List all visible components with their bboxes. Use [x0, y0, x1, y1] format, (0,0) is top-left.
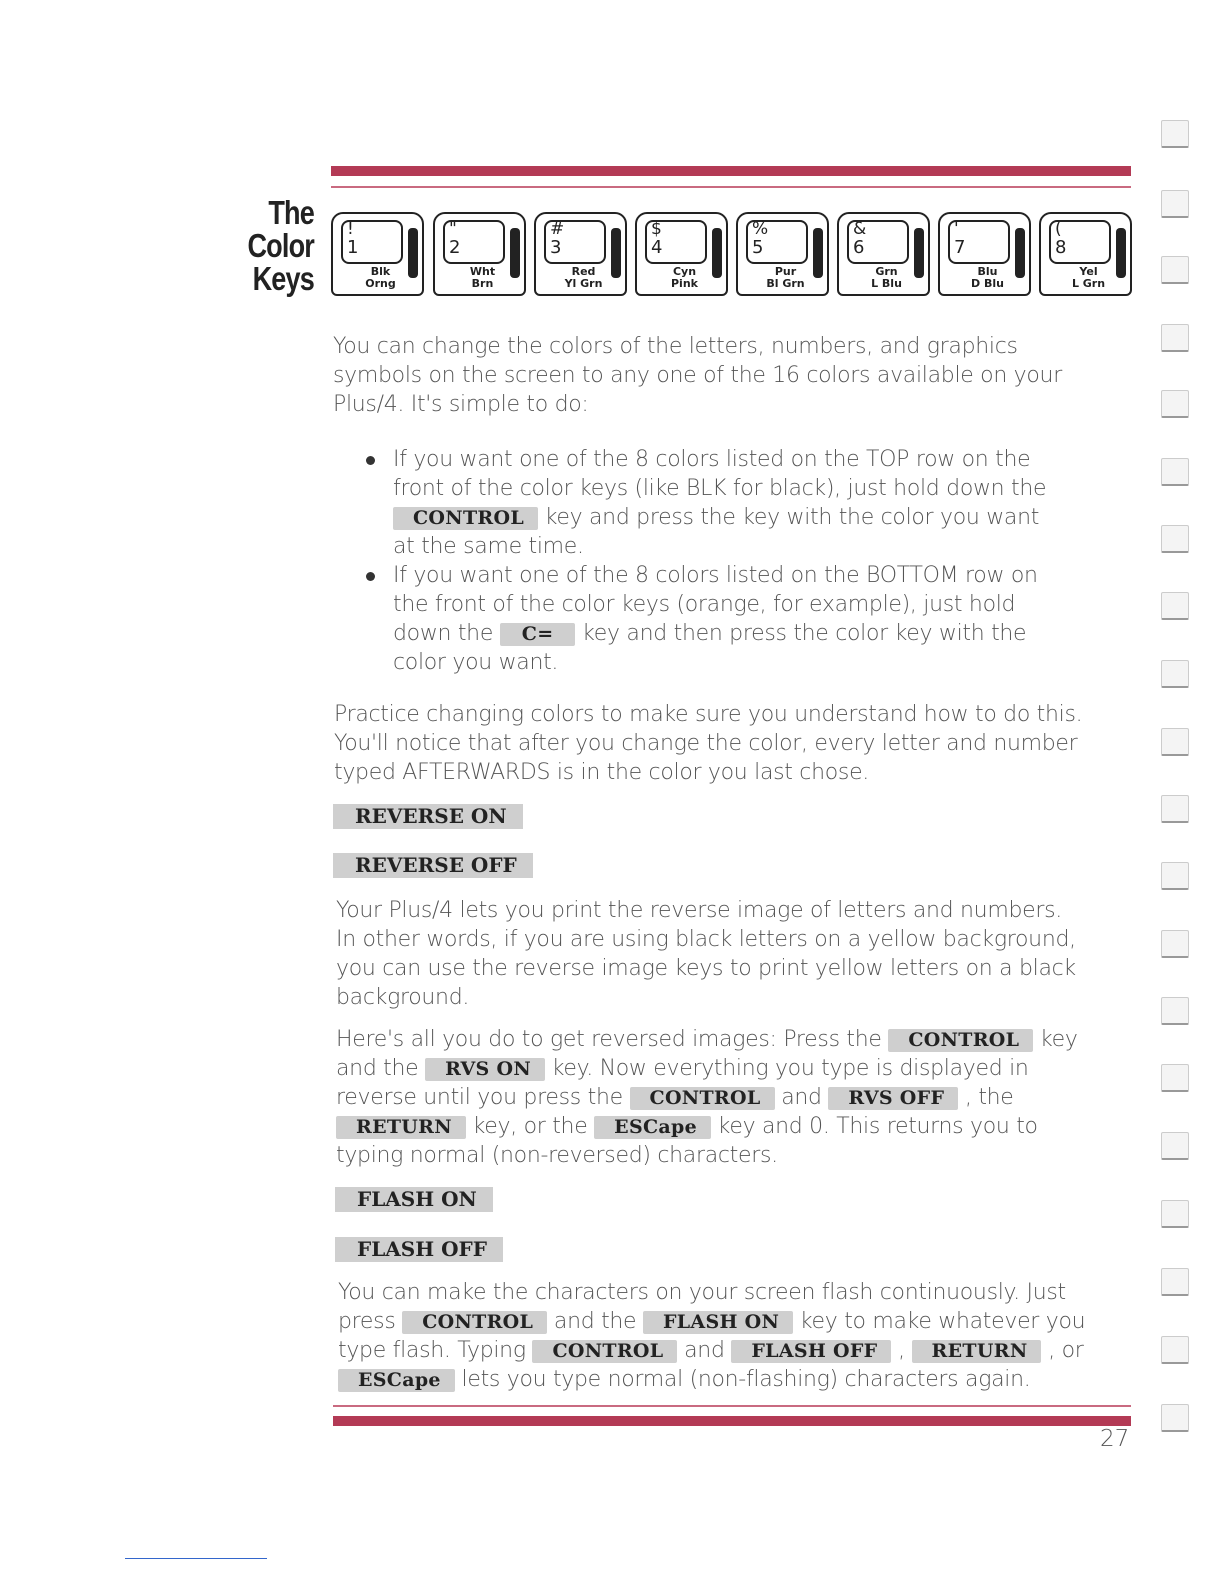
text-line: color you want. — [393, 650, 559, 675]
index-tab — [1161, 660, 1189, 688]
text-fragment: and the — [336, 1056, 419, 1081]
text-line — [393, 619, 1086, 648]
index-tab — [1161, 1268, 1189, 1296]
key-top-color: Red — [571, 265, 596, 278]
rvs-on-key-label: RVS ON — [425, 1058, 545, 1081]
text-fragment: and the — [553, 1309, 637, 1334]
key-number: 4 — [651, 237, 663, 258]
text-fragment: key. Now everything you type is displayed in — [551, 1056, 1029, 1081]
bottom-rule — [333, 1416, 1131, 1426]
color-keys-illustration — [331, 212, 1136, 298]
key-top-color: Blu — [977, 265, 998, 278]
color-key-4 — [635, 212, 728, 296]
text-line: You'll notice that after you change the color, every letter and number — [334, 731, 1078, 756]
flash-on-heading: FLASH ON — [335, 1187, 493, 1212]
bottom-thin-rule — [333, 1405, 1131, 1407]
key-number: 3 — [550, 237, 562, 258]
index-tab — [1161, 1132, 1189, 1160]
index-tab — [1161, 324, 1189, 352]
text-fragment: , the — [964, 1085, 1014, 1110]
text-fragment: , or — [1048, 1338, 1084, 1363]
key-number: 1 — [347, 237, 359, 258]
commodore-key-label: C= — [500, 623, 576, 646]
key-symbol: ' — [954, 219, 959, 239]
text-fragment: , — [898, 1338, 905, 1363]
reverse-on-heading: REVERSE ON — [333, 804, 523, 829]
color-key-1 — [331, 212, 424, 296]
color-key-2 — [433, 212, 526, 296]
text-line — [336, 1054, 1136, 1083]
index-tab — [1161, 997, 1189, 1025]
index-tab — [1161, 525, 1189, 553]
instruction-list — [366, 445, 1086, 677]
return-key-label: RETURN — [912, 1340, 1042, 1363]
control-key-label: CONTROL — [888, 1029, 1033, 1052]
text-fragment: key and 0. This returns you to — [717, 1114, 1038, 1139]
text-line: Practice changing colors to make sure you understand how to do this. — [334, 702, 1083, 727]
text-line — [393, 503, 1086, 532]
index-tab — [1161, 1200, 1189, 1228]
footer-line — [125, 1558, 267, 1559]
escape-key-label: ESCape — [594, 1116, 711, 1139]
key-number: 8 — [1055, 237, 1067, 258]
key-symbol: % — [752, 219, 769, 239]
key-number: 7 — [954, 237, 966, 258]
flash-off-key-label: FLASH OFF — [731, 1340, 891, 1363]
key-bottom-color: L Grn — [1071, 277, 1106, 290]
bullet-icon — [366, 572, 375, 581]
section-title — [239, 196, 314, 295]
text-fragment: key, or the — [472, 1114, 588, 1139]
index-tab — [1161, 1336, 1189, 1364]
text-line: In other words, if you are using black letters on a yellow background, — [336, 927, 1076, 952]
index-tab — [1161, 190, 1189, 218]
index-tab — [1161, 458, 1189, 486]
text-line — [338, 1365, 1138, 1394]
text-fragment: type flash. Typing — [338, 1338, 526, 1363]
practice-paragraph — [334, 700, 1124, 787]
top-thin-rule — [331, 186, 1131, 188]
text-line — [336, 1025, 1136, 1054]
key-symbol: $ — [651, 219, 662, 239]
text-line: If you want one of the 8 colors listed on the TOP row on the — [393, 447, 1031, 472]
index-tab — [1161, 256, 1189, 284]
escape-key-label: ESCape — [338, 1369, 455, 1392]
list-item — [366, 445, 1086, 561]
text-line: you can use the reverse image keys to print yellow letters on a black — [336, 956, 1076, 981]
index-tab — [1161, 120, 1189, 148]
text-fragment: press — [338, 1309, 396, 1334]
reverse-howto — [336, 1025, 1136, 1170]
reverse-description — [336, 896, 1126, 1012]
text-line — [336, 1083, 1136, 1112]
key-bottom-color: D Blu — [971, 277, 1004, 290]
index-tab — [1161, 728, 1189, 756]
key-top-color: Cyn — [672, 265, 697, 278]
text-line — [336, 1112, 1136, 1141]
control-key-label: CONTROL — [393, 507, 538, 530]
text-line: front of the color keys (like BLK for black), just hold down the — [393, 476, 1047, 501]
text-line: You can make the characters on your screen flash continuously. Just — [338, 1280, 1066, 1305]
text-line: at the same time. — [393, 534, 584, 559]
text-fragment: key and press the key with the color you want — [544, 505, 1040, 530]
key-top-color: Pur — [774, 265, 797, 278]
key-top-color: Grn — [875, 265, 898, 278]
key-symbol: # — [550, 219, 565, 239]
key-bottom-color: L Blu — [871, 277, 902, 290]
bullet-icon — [366, 456, 375, 465]
page-number: 27 — [1100, 1426, 1130, 1452]
key-bottom-color: Brn — [471, 277, 494, 290]
text-line: background. — [336, 985, 470, 1010]
top-rule — [331, 166, 1131, 176]
color-key-7 — [938, 212, 1031, 296]
key-number: 2 — [449, 237, 461, 258]
intro-paragraph — [333, 332, 1093, 419]
text-fragment: key to make whatever you — [799, 1309, 1086, 1334]
color-key-3 — [534, 212, 627, 296]
list-item — [366, 561, 1086, 677]
index-tab — [1161, 592, 1189, 620]
text-line: If you want one of the 8 colors listed on the BOTTOM row on — [393, 563, 1038, 588]
index-tab — [1161, 1404, 1189, 1432]
key-top-color: Yel — [1079, 265, 1098, 278]
text-fragment: down the — [393, 621, 494, 646]
text-line: You can change the colors of the letters, numbers, and graphics — [333, 334, 1018, 359]
text-line: Your Plus/4 lets you print the reverse image of letters and numbers. — [336, 898, 1062, 923]
flash-on-key-label: FLASH ON — [643, 1311, 793, 1334]
text-line: typing normal (non-reversed) characters. — [336, 1143, 778, 1168]
text-fragment: lets you type normal (non-flashing) characters again. — [461, 1367, 1031, 1392]
text-fragment: and — [684, 1338, 725, 1363]
index-tab — [1161, 390, 1189, 418]
text-fragment: reverse until you press the — [336, 1085, 623, 1110]
return-key-label: RETURN — [336, 1116, 466, 1139]
color-key-8 — [1039, 212, 1132, 296]
flash-description — [338, 1278, 1138, 1394]
key-bottom-color: Yl Grn — [564, 277, 603, 290]
text-fragment: and — [781, 1085, 822, 1110]
index-tab — [1161, 1064, 1189, 1092]
index-tab — [1161, 862, 1189, 890]
key-bottom-color: Orng — [365, 277, 396, 290]
reverse-off-heading: REVERSE OFF — [333, 853, 533, 878]
text-line — [338, 1336, 1138, 1365]
color-key-5 — [736, 212, 829, 296]
text-line — [338, 1307, 1138, 1336]
key-top-color: Blk — [370, 265, 391, 278]
text-line: typed AFTERWARDS is in the color you last chose. — [334, 760, 869, 785]
key-number: 5 — [752, 237, 764, 258]
text-fragment: key and then press the color key with the — [582, 621, 1027, 646]
key-bottom-color: Bl Grn — [766, 277, 805, 290]
text-line: the front of the color keys (orange, for example), just hold — [393, 592, 1016, 617]
control-key-label: CONTROL — [630, 1087, 775, 1110]
title-line-2: Color — [247, 227, 314, 264]
color-key-6 — [837, 212, 930, 296]
control-key-label: CONTROL — [402, 1311, 547, 1334]
key-bottom-color: Pink — [671, 277, 698, 290]
text-fragment: Here's all you do to get reversed images: Press the — [336, 1027, 882, 1052]
rvs-off-key-label: RVS OFF — [828, 1087, 958, 1110]
key-number: 6 — [853, 237, 865, 258]
key-symbol: ( — [1055, 219, 1062, 239]
key-symbol: " — [449, 219, 457, 239]
title-line-1: The — [268, 194, 314, 231]
key-top-color: Wht — [469, 265, 496, 278]
index-tab — [1161, 930, 1189, 958]
flash-off-heading: FLASH OFF — [335, 1237, 503, 1262]
text-fragment: key — [1040, 1027, 1078, 1052]
key-symbol: & — [853, 219, 867, 239]
text-line: symbols on the screen to any one of the 16 colors available on your — [333, 363, 1062, 388]
key-symbol: ! — [347, 219, 354, 239]
index-tab — [1161, 795, 1189, 823]
title-line-3: Keys — [252, 260, 314, 297]
text-line: Plus/4. It's simple to do: — [333, 392, 589, 417]
control-key-label: CONTROL — [532, 1340, 677, 1363]
